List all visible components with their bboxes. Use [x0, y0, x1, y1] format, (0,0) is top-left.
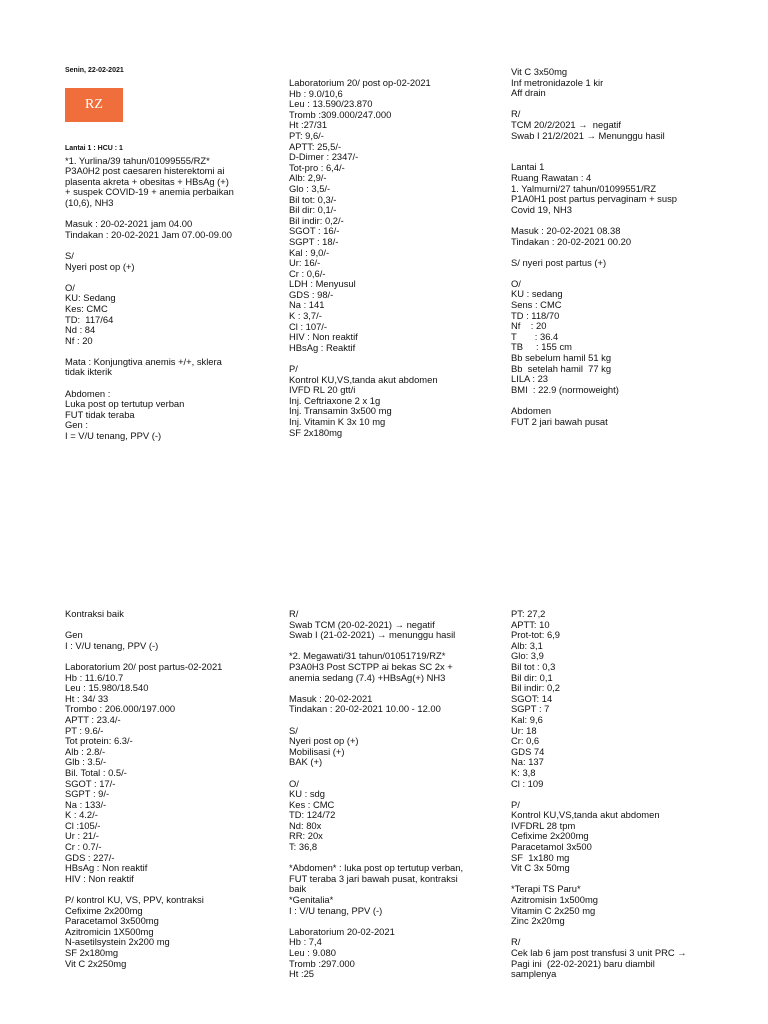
- text-line: T : 36.4: [511, 330, 559, 342]
- text-line: RR: 20x: [289, 830, 323, 842]
- text-line: FUT 2 jari bawah pusat: [511, 415, 608, 427]
- text-line: [511, 927, 687, 938]
- text-line: Ur: 18: [511, 724, 537, 736]
- text-line: Bil dir: 0,1/-: [289, 204, 337, 216]
- text-line: Bil dir: 0,1: [511, 671, 553, 683]
- text-line: *Abdomen* : luka post op tertutup verban,: [289, 862, 464, 874]
- text-line: SF 2x180mg: [65, 947, 119, 958]
- text-line: [65, 240, 234, 251]
- top-column-3: [511, 67, 677, 427]
- text-line: Swab I (21-02-2021) → menunggu hasil: [289, 629, 456, 641]
- text-line: Prot-tot: 6,9: [511, 629, 560, 641]
- text-line: TD: 117/64: [65, 313, 114, 325]
- text-line: Cr : 0,6/-: [289, 267, 326, 279]
- bottom-column-1: [65, 609, 222, 969]
- text-line: Ht :27/31: [289, 119, 328, 131]
- text-line: I : V/U tenang, PPV (-): [65, 639, 159, 651]
- text-line: [289, 768, 463, 779]
- text-line: Swab TCM (20-02-2021) → negatif: [289, 618, 435, 630]
- top-column-1: [65, 145, 234, 442]
- text-line: S/: [65, 249, 74, 261]
- text-line: Tindakan : 20-02-2021 Jam 07.00-09.00: [65, 228, 232, 240]
- text-line: Bil. Total : 0.5/-: [65, 766, 127, 778]
- text-line: *2. Megawati/31 tahun/01051719/RZ*: [289, 650, 446, 662]
- text-line: SGOT: 14: [511, 692, 553, 704]
- text-line: Gen :: [65, 419, 88, 431]
- text-line: P/: [511, 798, 520, 810]
- text-line: SGPT : 18/-: [289, 235, 339, 247]
- text-line: Ht :25: [289, 968, 315, 980]
- text-line: APTT: 10: [511, 618, 550, 630]
- text-line: Azitromicin 1X500mg: [65, 925, 154, 937]
- text-line: Leu : 13.590/23.870: [289, 98, 373, 110]
- text-line: SGPT : 9/-: [65, 788, 110, 800]
- bottom-column-3: [511, 609, 687, 980]
- text-line: TD : 118/70: [511, 309, 560, 321]
- text-line: Hb : 11.6/10.7: [65, 671, 124, 683]
- text-line: Tromb :309.000/247.000: [289, 108, 392, 120]
- text-line: anemia sedang (7.4) +HBsAg(+) NH3: [289, 671, 446, 683]
- text-line: K : 4.2/-: [65, 809, 98, 821]
- text-line: [511, 789, 687, 800]
- text-line: Cl : 107/-: [289, 320, 328, 332]
- text-line: Masuk : 20-02-2021: [289, 692, 373, 704]
- text-line: Kontrol KU,VS,tanda akut abdomen: [289, 373, 438, 385]
- text-line: Na : 141: [289, 299, 325, 311]
- text-line: Kal: 9,6: [511, 713, 543, 725]
- text-line: R/: [511, 108, 521, 120]
- text-line: APTT: 25,5/-: [289, 140, 342, 152]
- text-line: FUT teraba 3 jari bawah pusat, kontraksi: [289, 872, 458, 884]
- text-line: Cr : 0.7/-: [65, 841, 102, 853]
- text-line: Laboratorium 20/ post op-02-2021: [289, 77, 431, 88]
- text-line: Ht : 34/ 33: [65, 692, 109, 704]
- top-column-2: [289, 78, 438, 438]
- text-line: Kes : CMC: [289, 798, 335, 810]
- text-line: Glo: 3,9: [511, 650, 544, 662]
- text-line: R/: [511, 936, 521, 948]
- text-line: Laboratorium 20/ post partus-02-2021: [65, 660, 223, 672]
- text-line: Covid 19, NH3: [511, 203, 572, 215]
- text-line: Leu : 9.080: [289, 947, 336, 958]
- text-line: Ruang Rawatan : 4: [511, 171, 592, 183]
- text-line: Leu : 15.980/18.540: [65, 682, 149, 694]
- text-line: Glb : 3.5/-: [65, 756, 107, 768]
- text-line: Hb : 7,4: [289, 936, 322, 948]
- text-line: Bil indir: 0,2: [511, 682, 560, 694]
- text-line: Zinc 2x20mg: [511, 915, 565, 927]
- text-line: N-asetilsystein 2x200 mg: [65, 936, 170, 948]
- text-line: Luka post op tertutup verban: [65, 398, 185, 410]
- text-line: samplenya: [511, 968, 557, 980]
- text-line: Masuk : 20-02-2021 jam 04.00: [65, 218, 193, 230]
- text-line: Alb: 2,9/-: [289, 172, 327, 184]
- text-line: P1A0H1 post partus pervaginam + susp: [511, 193, 677, 205]
- page-date: Senin, 22-02-2021: [65, 67, 124, 74]
- text-line: GDS : 227/-: [65, 851, 115, 863]
- text-line: Na: 137: [511, 756, 544, 768]
- text-line: Abdomen :: [65, 387, 111, 399]
- text-line: D-Dimer : 2347/-: [289, 151, 359, 163]
- text-line: Kes: CMC: [65, 302, 108, 314]
- text-line: Lantai 1 : HCU : 1: [65, 145, 123, 152]
- text-line: T: 36,8: [289, 841, 318, 853]
- text-line: BAK (+): [289, 756, 323, 768]
- text-line: IVFD RL 20 gtt/i: [289, 384, 356, 396]
- text-line: Nd : 84: [65, 324, 96, 336]
- text-line: Mata : Konjungtiva anemis +/+, sklera: [65, 355, 222, 367]
- text-line: Nyeri post op (+): [65, 260, 135, 272]
- text-line: O/: [289, 777, 299, 789]
- text-line: Inj. Transamin 3x500 mg: [289, 405, 392, 417]
- text-line: O/: [65, 281, 75, 293]
- text-line: Paracetamol 3x500: [511, 841, 592, 853]
- text-line: S/ nyeri post partus (+): [511, 256, 607, 268]
- text-line: Mobilisasi (+): [289, 745, 345, 757]
- text-line: P3A0H2 post caesaren histerektomi ai: [65, 165, 225, 177]
- text-line: Kontrol KU,VS,tanda akut abdomen: [511, 809, 660, 821]
- text-line: SGOT : 17/-: [65, 777, 116, 789]
- text-line: (10,6), NH3: [65, 196, 114, 208]
- rz-badge: RZ: [65, 88, 123, 122]
- text-line: Tot protein: 6.3/-: [65, 735, 133, 747]
- text-line: Tindakan : 20-02-2021 10.00 - 12.00: [289, 703, 441, 715]
- text-line: Alb : 2.8/-: [65, 745, 106, 757]
- text-line: BMI : 22.9 (normoweight): [511, 383, 619, 395]
- text-line: GDS : 98/-: [289, 288, 334, 300]
- text-line: Vit C 3x50mg: [511, 66, 568, 77]
- text-line: Ur : 21/-: [65, 830, 99, 842]
- text-line: Bil indir: 0,2/-: [289, 214, 344, 226]
- text-line: Inj. Vitamin K 3x 10 mg: [289, 416, 386, 427]
- text-line: *Terapi TS Paru*: [511, 883, 581, 895]
- text-line: SF 1x180 mg: [511, 851, 570, 863]
- text-line: S/: [289, 724, 298, 736]
- text-line: Lantai 1: [511, 161, 545, 173]
- text-line: LDH : Menyusul: [289, 278, 356, 290]
- text-line: [289, 353, 438, 364]
- text-line: Trombo : 206.000/197.000: [65, 703, 176, 715]
- text-line: R/: [289, 608, 299, 619]
- text-line: Nd: 80x: [289, 819, 322, 831]
- text-line: Hb : 9.0/10,6: [289, 87, 343, 99]
- text-line: SGPT : 7: [511, 703, 550, 715]
- text-line: Cl : 109: [511, 777, 544, 789]
- bottom-column-2: [289, 609, 463, 980]
- text-line: Azitromisin 1x500mg: [511, 894, 599, 906]
- text-line: Vitamin C 2x250 mg: [511, 904, 596, 916]
- text-line: [511, 99, 677, 110]
- text-line: plasenta akreta + obesitas + HBsAg (+): [65, 175, 229, 187]
- text-line: [289, 715, 463, 726]
- text-line: I : V/U tenang, PPV (-): [289, 904, 383, 916]
- text-line: Vit C 2x250mg: [65, 957, 127, 969]
- text-line: Nf : 20: [511, 320, 547, 332]
- text-line: Inf metronidazole 1 kir: [511, 76, 604, 88]
- text-line: Cefixime 2x200mg: [511, 830, 589, 842]
- text-line: P/: [289, 363, 298, 375]
- text-line: Bb sebelum hamil 51 kg: [511, 352, 612, 364]
- text-line: Cefixime 2x200mg: [65, 904, 143, 916]
- text-line: Nf : 20: [65, 334, 93, 346]
- text-line: SF 2x180mg: [289, 426, 343, 438]
- text-line: Cek lab 6 jam post transfusi 3 unit PRC →: [511, 947, 687, 958]
- text-line: LILA : 23: [511, 373, 549, 385]
- text-line: TCM 20/2/2021 → negatif: [511, 118, 621, 130]
- text-line: Cl :105/-: [65, 819, 101, 831]
- text-line: KU : sedang: [511, 288, 563, 300]
- text-line: TB : 155 cm: [511, 341, 572, 353]
- text-line: O/: [511, 277, 521, 289]
- text-line: PT: 9,6/-: [289, 129, 324, 141]
- text-line: Tot-pro : 6,4/-: [289, 161, 345, 173]
- text-line: Glo : 3,5/-: [289, 182, 331, 194]
- text-line: HBsAg : Non reaktif: [65, 862, 148, 874]
- text-line: [511, 141, 677, 152]
- text-line: SGOT : 16/-: [289, 225, 340, 237]
- text-line: Tindakan : 20-02-2021 00.20: [511, 235, 632, 247]
- text-line: tidak ikterik: [65, 366, 112, 378]
- text-line: 1. Yalmurni/27 tahun/01099551/RZ: [511, 182, 657, 194]
- text-line: [65, 272, 234, 283]
- text-line: TD: 124/72: [289, 809, 336, 821]
- text-line: baik: [289, 883, 307, 895]
- text-line: Pagi ini (22-02-2021) baru diambil: [511, 957, 655, 969]
- text-line: GDS 74: [511, 745, 545, 757]
- text-line: Alb: 3,1: [511, 639, 543, 651]
- text-line: Bb setelah hamil 77 kg: [511, 362, 612, 374]
- text-line: Bil tot : 0,3: [511, 660, 556, 672]
- text-line: PT : 9.6/-: [65, 724, 104, 736]
- text-line: HIV : Non reaktif: [289, 331, 358, 343]
- text-line: I = V/U tenang, PPV (-): [65, 430, 162, 442]
- text-line: K: 3,8: [511, 766, 536, 778]
- text-line: K : 3,7/-: [289, 310, 322, 322]
- text-line: Sens : CMC: [511, 299, 562, 311]
- text-line: KU: Sedang: [65, 292, 116, 304]
- text-line: Vit C 3x 50mg: [511, 862, 570, 874]
- text-line: P3A0H3 Post SCTPP ai bekas SC 2x +: [289, 660, 453, 672]
- text-line: APTT : 23.4/-: [65, 713, 121, 725]
- text-line: Kontraksi baik: [65, 608, 124, 619]
- text-line: Kal : 9,0/-: [289, 246, 330, 258]
- text-line: *Genitalia*: [289, 894, 334, 906]
- text-line: Swab I 21/2/2021 → Menunggu hasil: [511, 129, 665, 141]
- text-line: Masuk : 20-02-2021 08.38: [511, 224, 621, 236]
- text-line: [65, 620, 222, 631]
- text-line: Aff drain: [511, 87, 546, 99]
- text-line: Abdomen: [511, 405, 552, 416]
- text-line: Gen: [65, 629, 83, 641]
- text-line: Tromb :297.000: [289, 957, 355, 969]
- text-line: PT: 27,2: [511, 608, 546, 619]
- text-line: Nyeri post op (+): [289, 735, 359, 747]
- text-line: Laboratorium 20-02-2021: [289, 925, 395, 937]
- text-line: [511, 268, 677, 279]
- text-line: + suspek COVID-19 + anemia perbaikan: [65, 186, 234, 198]
- text-line: Ur: 16/-: [289, 257, 321, 269]
- text-line: *1. Yurlina/39 tahun/01099555/RZ*: [65, 154, 210, 166]
- text-line: Bil tot: 0,3/-: [289, 193, 337, 205]
- text-line: HIV : Non reaktif: [65, 872, 134, 884]
- text-line: P/ kontrol KU, VS, PPV, kontraksi: [65, 894, 204, 906]
- text-line: IVFDRL 28 tpm: [511, 819, 576, 831]
- text-line: Na : 133/-: [65, 798, 107, 810]
- text-line: KU : sdg: [289, 788, 325, 800]
- text-line: HBsAg : Reaktif: [289, 341, 356, 353]
- text-line: FUT tidak teraba: [65, 408, 135, 420]
- text-line: Inj. Ceftriaxone 2 x 1g: [289, 394, 381, 406]
- text-line: Cr: 0,6: [511, 735, 540, 747]
- text-line: Paracetamol 3x500mg: [65, 915, 159, 927]
